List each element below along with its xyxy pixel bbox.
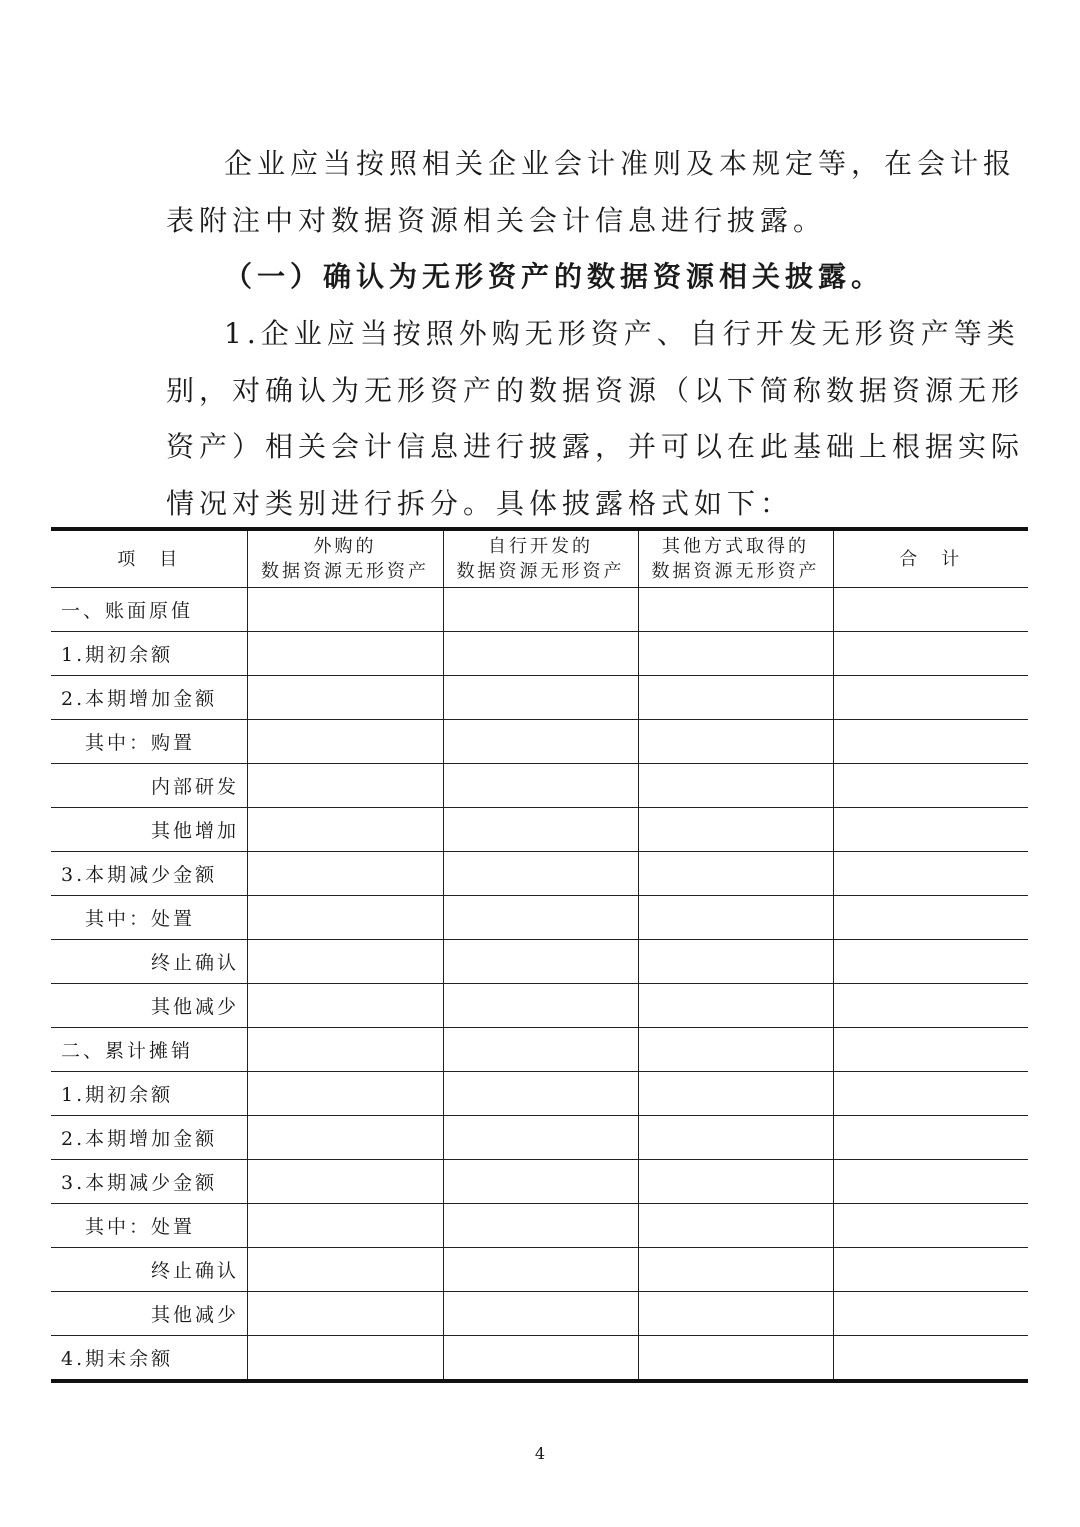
empty-cell bbox=[638, 984, 833, 1028]
table-row bbox=[51, 1160, 1028, 1204]
empty-cell bbox=[443, 1248, 638, 1292]
row-label: 其中：处置 bbox=[51, 1204, 247, 1248]
paragraph-line-4: 1.企业应当按照外购无形资产、自行开发无形资产等类 bbox=[224, 317, 1020, 350]
empty-cell bbox=[638, 852, 833, 896]
empty-cell bbox=[638, 1292, 833, 1336]
empty-cell bbox=[247, 984, 443, 1028]
header-purchased: 外购的 数据资源无形资产 bbox=[247, 529, 443, 588]
table-row bbox=[51, 720, 1028, 764]
empty-cell bbox=[833, 1072, 1028, 1116]
row-label: 其他减少 bbox=[51, 984, 247, 1028]
empty-cell bbox=[638, 896, 833, 940]
paragraph-line-5: 别，对确认为无形资产的数据资源（以下简称数据资源无形 bbox=[166, 374, 1025, 407]
empty-cell bbox=[247, 1028, 443, 1072]
empty-cell bbox=[247, 632, 443, 676]
empty-cell bbox=[638, 676, 833, 720]
table-row bbox=[51, 588, 1028, 632]
table-row bbox=[51, 1292, 1028, 1336]
empty-cell bbox=[833, 764, 1028, 808]
empty-cell bbox=[247, 1248, 443, 1292]
empty-cell bbox=[247, 1116, 443, 1160]
header-other-acquired: 其他方式取得的 数据资源无形资产 bbox=[638, 529, 833, 588]
row-label: 一、账面原值 bbox=[51, 588, 247, 632]
empty-cell bbox=[247, 1336, 443, 1382]
row-label: 其中：处置 bbox=[51, 896, 247, 940]
empty-cell bbox=[247, 808, 443, 852]
row-label: 4.期末余额 bbox=[51, 1336, 247, 1382]
table-row bbox=[51, 852, 1028, 896]
section-heading: （一）确认为无形资产的数据资源相关披露。 bbox=[224, 260, 885, 293]
row-label: 二、累计摊销 bbox=[51, 1028, 247, 1072]
empty-cell bbox=[443, 1292, 638, 1336]
row-label: 终止确认 bbox=[51, 940, 247, 984]
paragraph-line-1: 企业应当按照相关企业会计准则及本规定等，在会计报 bbox=[224, 147, 1017, 180]
empty-cell bbox=[247, 720, 443, 764]
empty-cell bbox=[833, 852, 1028, 896]
row-label: 其他增加 bbox=[51, 808, 247, 852]
empty-cell bbox=[833, 1292, 1028, 1336]
row-label: 内部研发 bbox=[51, 764, 247, 808]
empty-cell bbox=[247, 896, 443, 940]
empty-cell bbox=[833, 808, 1028, 852]
empty-cell bbox=[833, 896, 1028, 940]
table-row bbox=[51, 984, 1028, 1028]
empty-cell bbox=[443, 1028, 638, 1072]
table-header-row bbox=[51, 529, 1028, 588]
empty-cell bbox=[247, 1292, 443, 1336]
empty-cell bbox=[443, 1160, 638, 1204]
table-row bbox=[51, 676, 1028, 720]
row-label: 其他减少 bbox=[51, 1292, 247, 1336]
empty-cell bbox=[833, 984, 1028, 1028]
empty-cell bbox=[833, 940, 1028, 984]
paragraph-line-6: 资产）相关会计信息进行披露，并可以在此基础上根据实际 bbox=[166, 430, 1025, 463]
empty-cell bbox=[638, 1204, 833, 1248]
table-row bbox=[51, 896, 1028, 940]
page-number: 4 bbox=[534, 1444, 546, 1463]
empty-cell bbox=[247, 940, 443, 984]
empty-cell bbox=[443, 940, 638, 984]
empty-cell bbox=[833, 676, 1028, 720]
empty-cell bbox=[638, 720, 833, 764]
empty-cell bbox=[247, 1204, 443, 1248]
header-item: 项 目 bbox=[51, 529, 247, 588]
empty-cell bbox=[443, 588, 638, 632]
empty-cell bbox=[443, 632, 638, 676]
row-label: 3.本期减少金额 bbox=[51, 1160, 247, 1204]
empty-cell bbox=[638, 1028, 833, 1072]
empty-cell bbox=[443, 720, 638, 764]
empty-cell bbox=[833, 632, 1028, 676]
table-row bbox=[51, 808, 1028, 852]
table-row bbox=[51, 1204, 1028, 1248]
table-row bbox=[51, 940, 1028, 984]
empty-cell bbox=[638, 764, 833, 808]
empty-cell bbox=[833, 1204, 1028, 1248]
empty-cell bbox=[443, 896, 638, 940]
empty-cell bbox=[443, 1336, 638, 1382]
table-row bbox=[51, 1248, 1028, 1292]
empty-cell bbox=[247, 588, 443, 632]
header-total: 合 计 bbox=[833, 529, 1028, 588]
empty-cell bbox=[443, 808, 638, 852]
row-label: 3.本期减少金额 bbox=[51, 852, 247, 896]
disclosure-table bbox=[51, 527, 1028, 1383]
table-row bbox=[51, 632, 1028, 676]
empty-cell bbox=[443, 1116, 638, 1160]
row-label: 1.期初余额 bbox=[51, 1072, 247, 1116]
header-self-developed: 自行开发的 数据资源无形资产 bbox=[443, 529, 638, 588]
empty-cell bbox=[638, 588, 833, 632]
empty-cell bbox=[247, 764, 443, 808]
table-row bbox=[51, 1028, 1028, 1072]
paragraph-line-2: 表附注中对数据资源相关会计信息进行披露。 bbox=[166, 204, 827, 237]
empty-cell bbox=[638, 632, 833, 676]
empty-cell bbox=[833, 1336, 1028, 1382]
empty-cell bbox=[833, 1116, 1028, 1160]
empty-cell bbox=[833, 1028, 1028, 1072]
empty-cell bbox=[833, 720, 1028, 764]
empty-cell bbox=[247, 676, 443, 720]
row-label: 2.本期增加金额 bbox=[51, 676, 247, 720]
empty-cell bbox=[443, 984, 638, 1028]
empty-cell bbox=[638, 1336, 833, 1382]
empty-cell bbox=[247, 1072, 443, 1116]
empty-cell bbox=[833, 1160, 1028, 1204]
empty-cell bbox=[638, 808, 833, 852]
table-row bbox=[51, 1072, 1028, 1116]
empty-cell bbox=[443, 1204, 638, 1248]
empty-cell bbox=[833, 1248, 1028, 1292]
empty-cell bbox=[638, 1116, 833, 1160]
row-label: 其中：购置 bbox=[51, 720, 247, 764]
empty-cell bbox=[443, 764, 638, 808]
row-label: 终止确认 bbox=[51, 1248, 247, 1292]
empty-cell bbox=[247, 852, 443, 896]
table-row bbox=[51, 764, 1028, 808]
empty-cell bbox=[443, 676, 638, 720]
empty-cell bbox=[638, 1248, 833, 1292]
empty-cell bbox=[247, 1160, 443, 1204]
empty-cell bbox=[638, 1072, 833, 1116]
table-row bbox=[51, 1116, 1028, 1160]
empty-cell bbox=[638, 940, 833, 984]
paragraph-line-7: 情况对类别进行拆分。具体披露格式如下： bbox=[166, 487, 794, 520]
row-label: 1.期初余额 bbox=[51, 632, 247, 676]
empty-cell bbox=[638, 1160, 833, 1204]
empty-cell bbox=[443, 852, 638, 896]
row-label: 2.本期增加金额 bbox=[51, 1116, 247, 1160]
table-row bbox=[51, 1336, 1028, 1382]
empty-cell bbox=[443, 1072, 638, 1116]
empty-cell bbox=[833, 588, 1028, 632]
